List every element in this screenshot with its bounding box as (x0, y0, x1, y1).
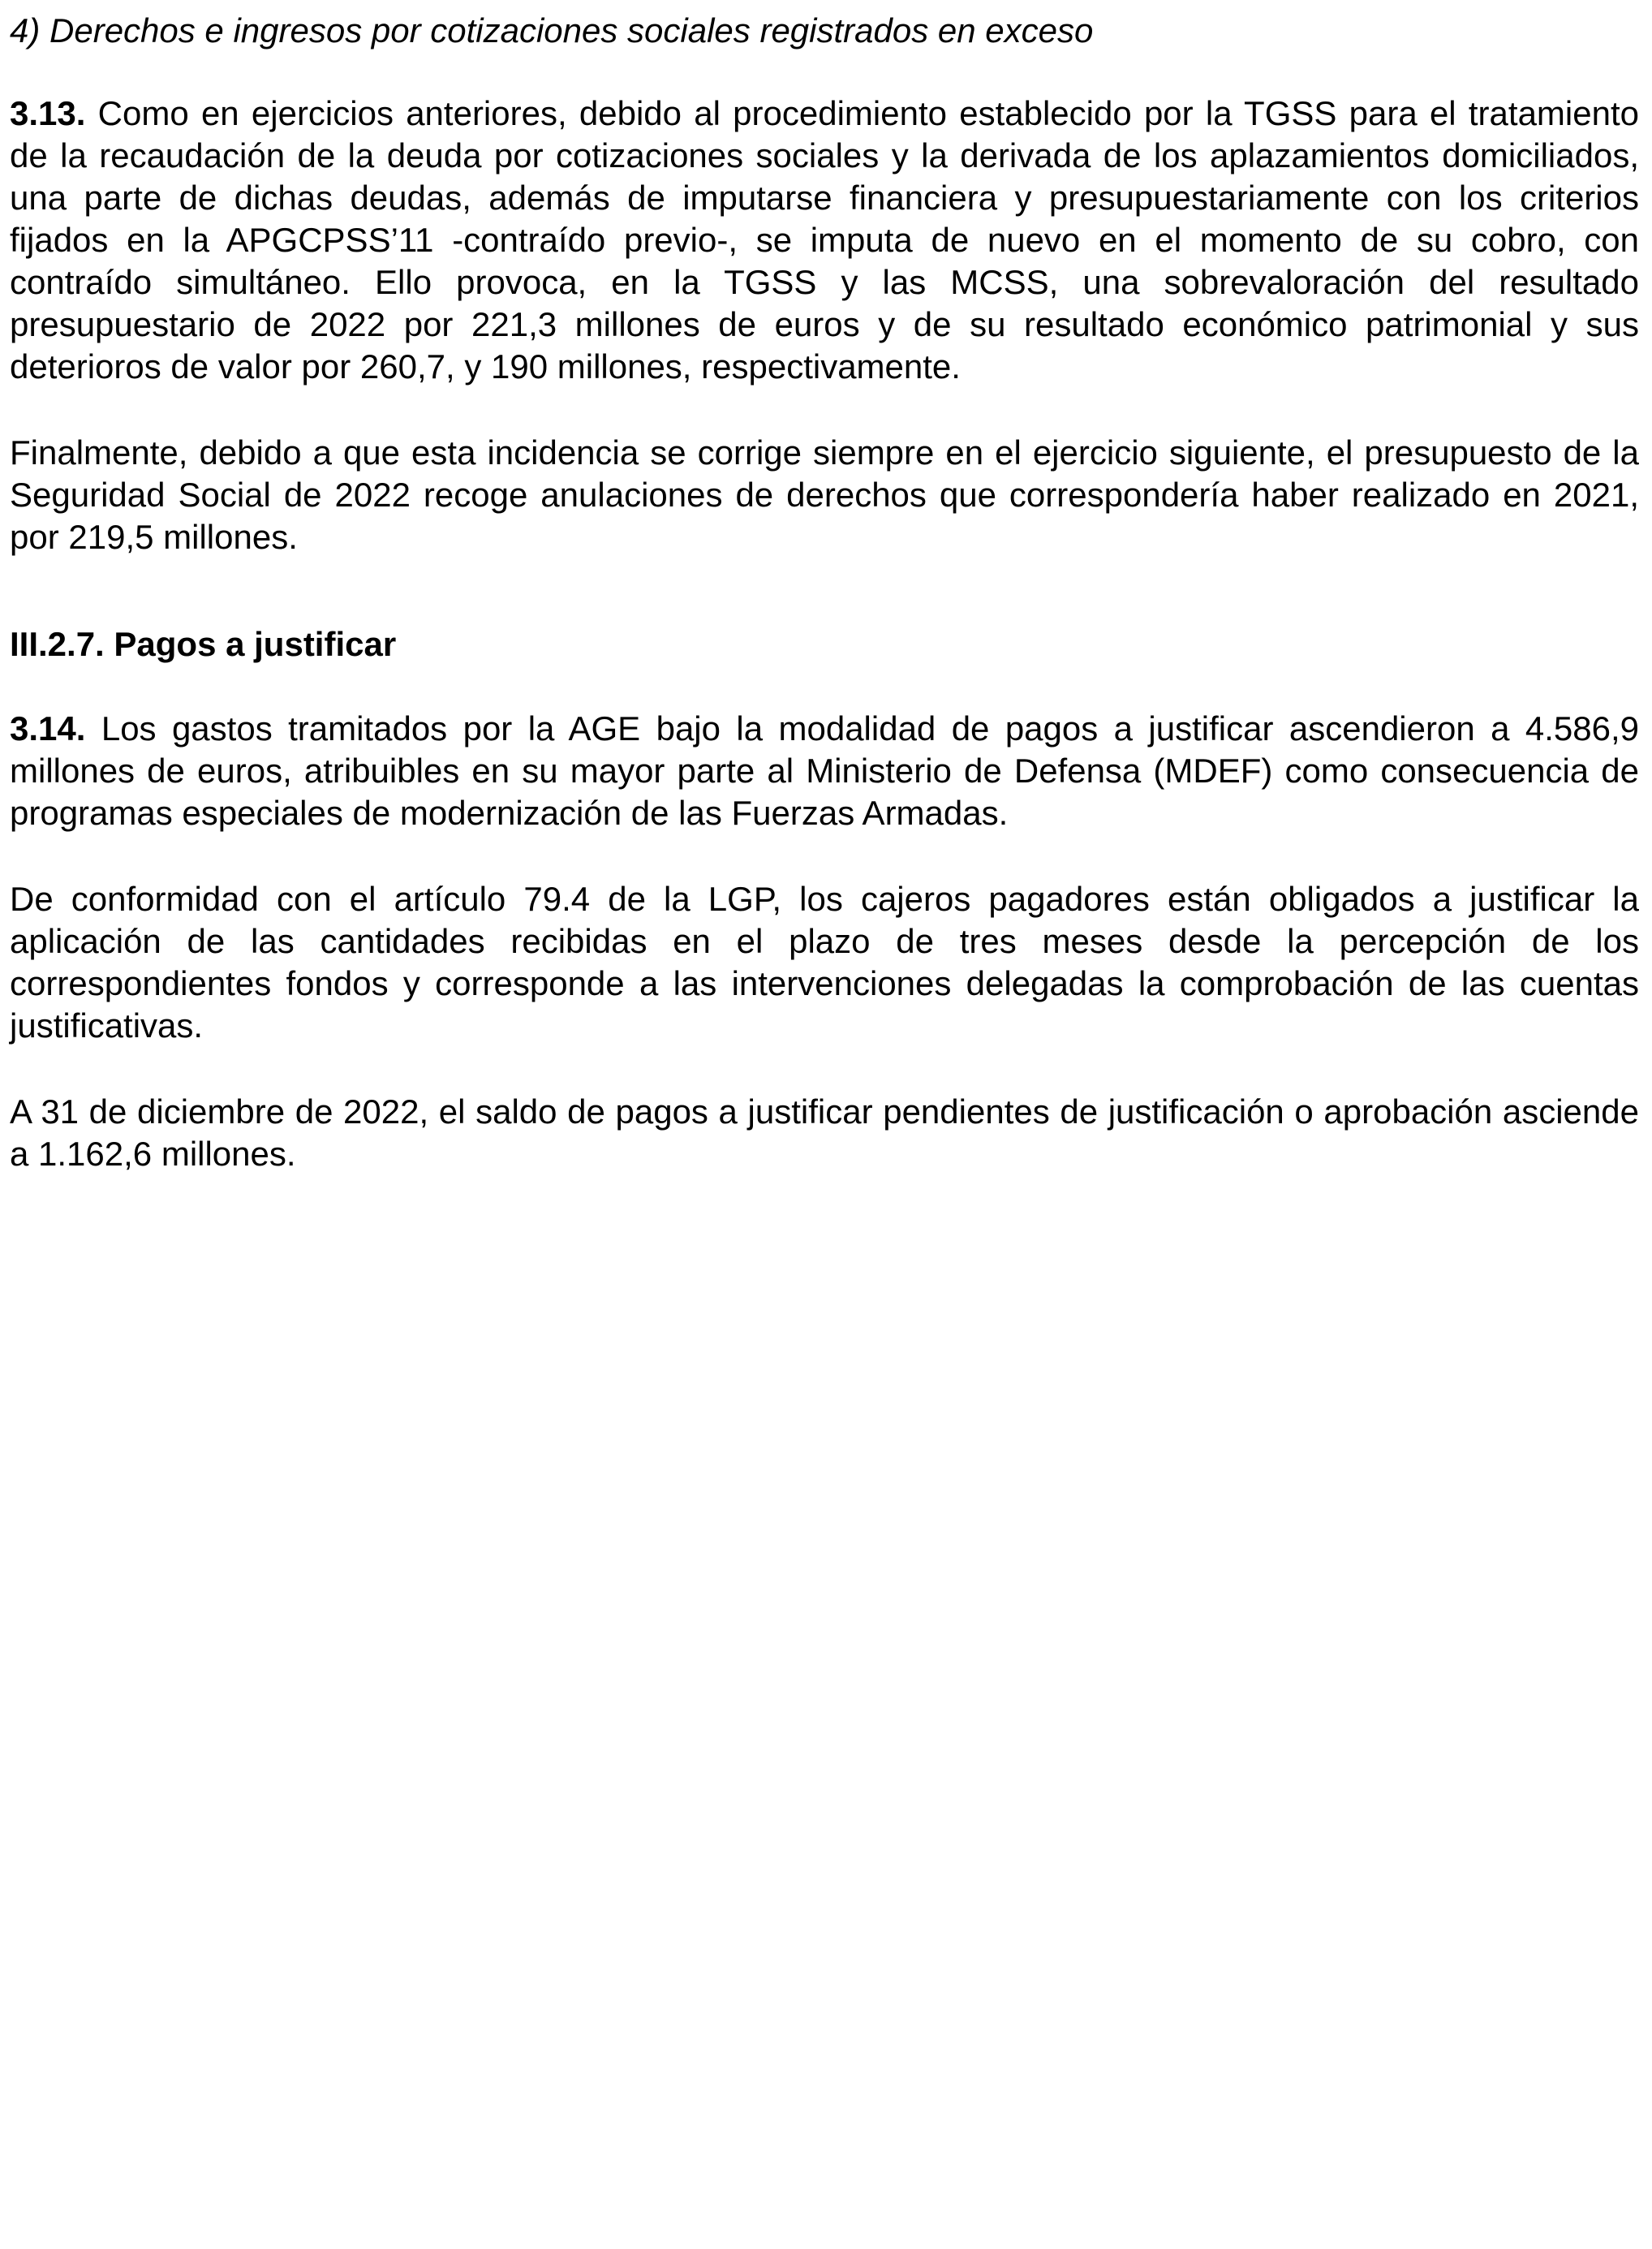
paragraph-number-3-14: 3.14. (10, 709, 86, 748)
paragraph-conformidad: De conformidad con el artículo 79.4 de la LGP, los cajeros pagadores están obligados a justificar la aplicación de las cantidades recibidas en el plazo de tres meses desde la percepción de los correspondientes fondos y corresponde a las intervenciones delegadas la comprobación de las cuentas justificativas. (10, 880, 1639, 1045)
paragraph-text-3-13: Como en ejercicios anteriores, debido al procedimiento establecido por la TGSS para el tratamiento de la recaudación de la deuda por cotizaciones sociales y la derivada de los aplazamientos domiciliados, una parte de dichas deudas, además de imputarse financiera y presupuestariamente con los criterios fijados en la APGCPSS’11 -contraído previo-, se imputa de nuevo en el momento de su cobro, con contraído simultáneo. Ello provoca, en la TGSS y las MCSS, una sobrevaloración del resultado presupuestario de 2022 por 221,3 millones de euros y de su resultado económico patrimonial y sus deterioros de valor por 260,7, y 190 millones, respectivamente. (10, 94, 1639, 386)
paragraph-text-3-14: Los gastos tramitados por la AGE bajo la modalidad de pagos a justificar ascendieron a 4.586,9 millones de euros, atribuibles en su mayor parte al Ministerio de Defensa (MDEF) como consecuencia de programas especiales de modernización de las Fuerzas Armadas. (10, 709, 1639, 832)
section-heading-pagos-a-justificar: III.2.7. Pagos a justificar (10, 625, 397, 663)
subsection-heading-derechos: 4) Derechos e ingresos por cotizaciones sociales registrados en exceso (10, 11, 1094, 50)
paragraph-finalmente: Finalmente, debido a que esta incidencia se corrige siempre en el ejercicio siguiente, el presupuesto de la Seguridad Social de 2022 recoge anulaciones de derechos que correspondería haber realizado en 2021, por 219,5 millones. (10, 433, 1639, 556)
paragraph-diciembre: A 31 de diciembre de 2022, el saldo de pagos a justificar pendientes de justificación o aprobación asciende a 1.162,6 millones. (10, 1092, 1639, 1173)
paragraph-3-14 (10, 708, 1639, 834)
paragraph-number-3-13: 3.13. (10, 94, 86, 132)
paragraph-3-13 (10, 93, 1639, 388)
